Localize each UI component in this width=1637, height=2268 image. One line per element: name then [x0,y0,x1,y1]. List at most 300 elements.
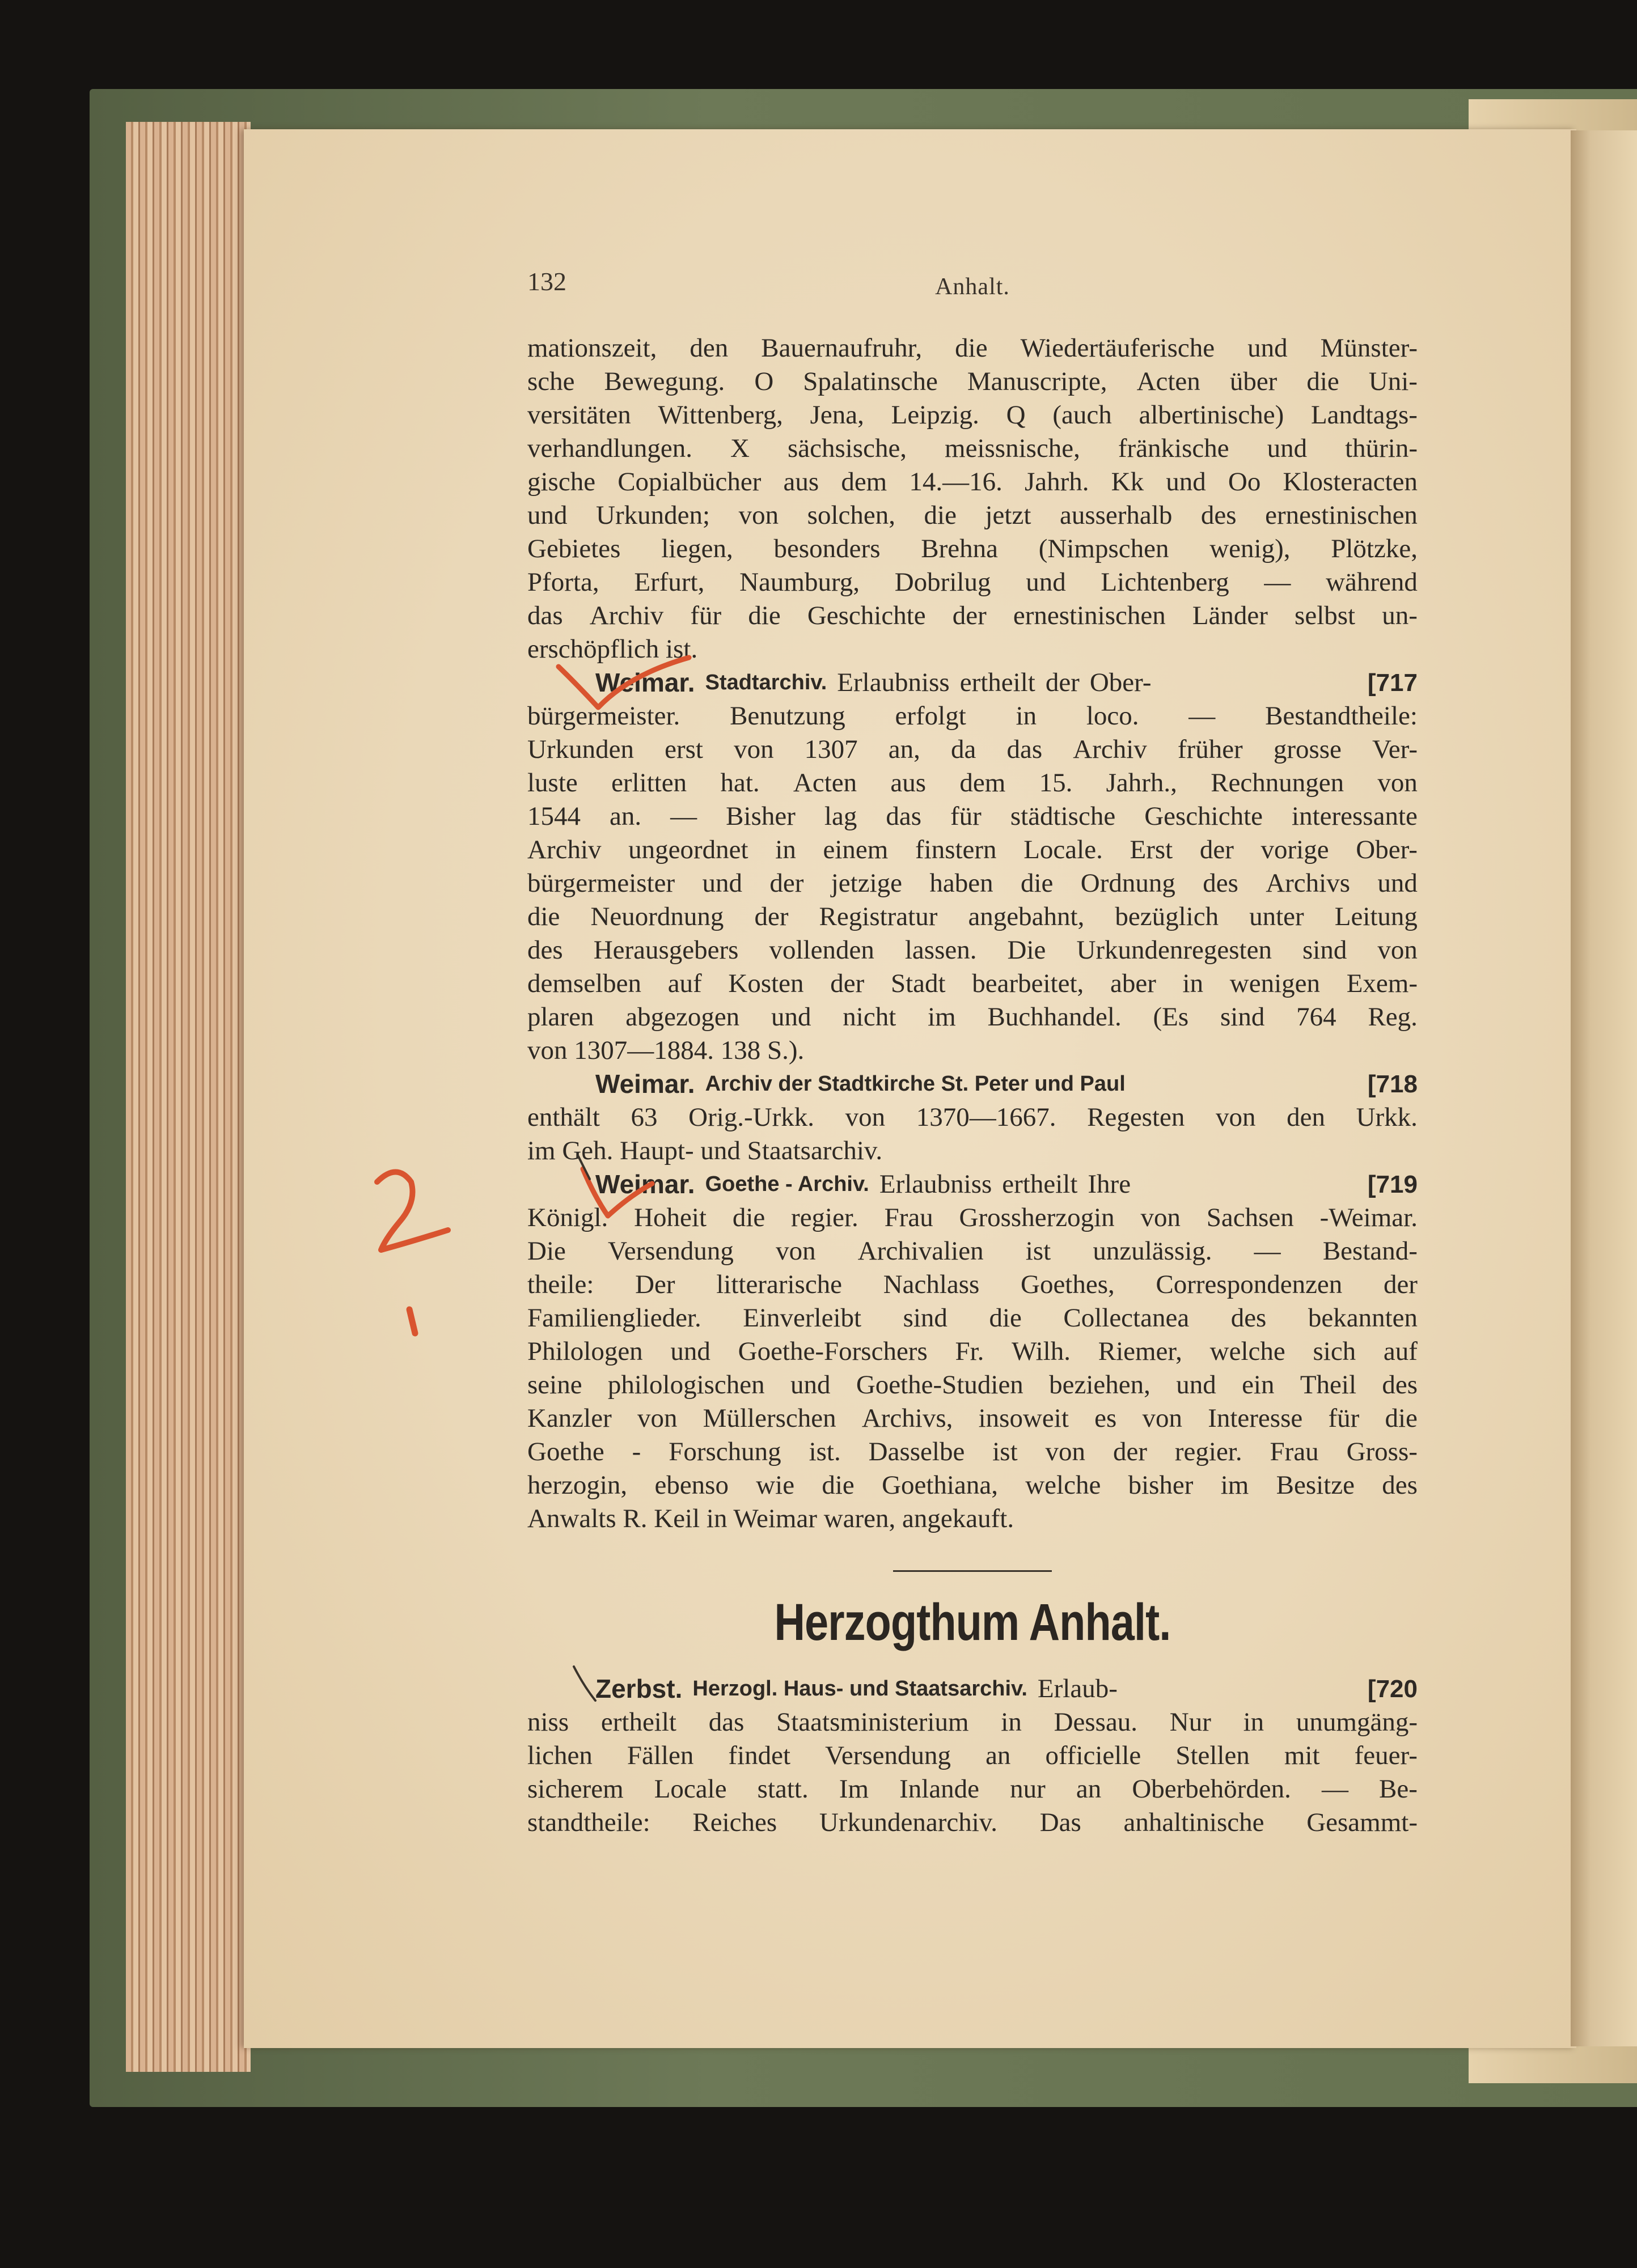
word: Goethe [527,1437,604,1466]
word: auf [1383,1337,1418,1366]
word: Ordnung [1080,868,1175,898]
text-line-last: im Geh. Haupt- und Staatsarchiv. [527,1136,883,1165]
word: luste [527,768,578,798]
word: Kk [1111,467,1144,497]
word: von [776,1236,816,1266]
word: bisher [1128,1470,1194,1500]
word: Archiv [527,835,602,864]
word: Besitze [1276,1470,1355,1500]
word: Brehna [921,534,998,563]
running-title: Anhalt. [935,274,1010,300]
word: Das [1039,1808,1081,1837]
word: das [886,802,921,831]
word: Königl. [527,1203,608,1232]
word: an, [888,735,920,764]
word: sche [527,367,575,396]
word: städtische [1010,802,1116,831]
word: dem [959,768,1006,798]
word: Q [1006,400,1026,430]
word: Buchhandel. [987,1002,1122,1032]
word: ist [992,1437,1018,1466]
word: — [670,802,697,831]
word: Wittenberg, [658,400,783,430]
word: aber [1110,969,1156,998]
word: Bewegung. [604,367,725,396]
word: Urkundenarchiv. [819,1808,997,1837]
word: jetzt [985,501,1031,530]
word: nur [1010,1774,1046,1804]
text-line [527,566,1418,599]
word: der [769,868,804,898]
text-line-last: von 1307—1884. 138 S.). [527,1036,805,1065]
word: albertinische) [1139,400,1284,430]
word: Geschichte [807,601,926,630]
word: und [702,868,743,898]
word: der [952,601,987,630]
word: Oberbehörden. [1132,1774,1291,1804]
text-line [527,1402,1418,1435]
entry-first-line [527,1168,1418,1201]
place-name: Weimar. [595,1069,695,1099]
word: an [985,1741,1011,1770]
word: da [951,735,976,764]
word: — [1264,567,1291,597]
word: Theil [1300,1370,1356,1400]
word: in [1001,1707,1022,1737]
word: ernestinischen [1013,601,1166,630]
word: ein [1242,1370,1275,1400]
text-line [527,1302,1418,1335]
word: die [1306,367,1339,396]
word: Einverleibt [743,1303,862,1333]
word: Exem- [1346,969,1418,998]
anhalt-section [527,1672,1418,1839]
word: in [1243,1707,1264,1737]
text-line [527,733,1418,766]
word: Goethe-Studien [856,1370,1023,1400]
word: angebahnt, [968,902,1085,931]
word: und [790,1370,831,1400]
word: lichen [527,1741,593,1770]
word: litterarische [716,1270,843,1299]
word: Archivalien [857,1236,984,1266]
word: und [1247,333,1288,363]
word: Oo [1228,467,1261,497]
text-line [527,465,1418,499]
word: theile: [527,1270,594,1299]
word: ernestinischen [1265,501,1418,530]
word: besonders [773,534,881,563]
word: (auch [1052,400,1112,430]
word: meissnische, [945,434,1080,463]
word: unumgäng- [1296,1707,1418,1737]
word: herzogin, [527,1470,628,1500]
entry-first-line [527,666,1418,700]
word: die [748,601,781,630]
word: Ober- [1356,835,1418,864]
text-line [527,599,1418,633]
word: und [1377,868,1418,898]
word: Müllerschen [703,1404,836,1433]
word: dem [841,467,887,497]
entry-number: [720 [1367,1675,1418,1703]
word: Locale [654,1774,727,1804]
word: der [1113,1437,1147,1466]
archive-name: Goethe - Archiv. [705,1172,869,1196]
word: unter [1249,902,1304,931]
word: verhandlungen. [527,434,693,463]
word: und [1026,567,1066,597]
word: 1370—1667. [916,1103,1056,1132]
word: Grossherzogin [959,1203,1115,1232]
entry-number: [719 [1367,1171,1418,1198]
word: mationszeit, [527,333,657,363]
word: 14.—16. [909,467,1002,497]
page-edges [126,122,251,2072]
word: — [1188,701,1216,731]
word: jetzige [831,868,903,898]
place-name: Zerbst. [595,1674,683,1703]
word: Regesten [1087,1103,1185,1132]
word: der [1199,835,1234,864]
word: Neuordnung [590,902,724,931]
word: fränkische [1118,434,1229,463]
archive-name: Stadtarchiv. [705,671,827,694]
word: Bauernaufruhr, [761,333,923,363]
word: Hoheit [634,1203,707,1232]
entry-number: [717 [1367,669,1418,697]
text-line-last: Anwalts R. Keil in Weimar waren, angekauft. [527,1504,1014,1533]
word: plaren [527,1002,594,1032]
word: Pforta, [527,567,599,597]
word: die [989,1303,1022,1333]
word: die [1020,868,1054,898]
word: gische [527,467,596,497]
word: Urkk. [1356,1103,1418,1132]
word: in [1182,969,1204,998]
word: Urkunden [527,735,634,764]
word: der [1045,668,1080,697]
word: Reg. [1368,1002,1418,1032]
word: Landtags- [1310,400,1418,430]
word: findet [728,1741,791,1770]
word: hat. [720,768,760,798]
text-line [527,1739,1418,1773]
word: Versendung [825,1741,951,1770]
word: des [1203,868,1238,898]
word: Familienglieder. [527,1303,701,1333]
word: für [950,802,982,831]
text-line [527,1806,1418,1839]
word: X [730,434,750,463]
text-line-last: erschöpflich ist. [527,634,698,664]
word: bekannten [1308,1303,1418,1333]
word: O [754,367,774,396]
word: 1307 [804,735,858,764]
word: (Nimpschen [1038,534,1169,563]
word: des [1382,1470,1418,1500]
word: lassen. [904,935,977,965]
word: Erlaubniss [879,1169,992,1199]
page-header [527,266,1418,306]
word: Fällen [627,1741,694,1770]
word: im [1220,1470,1249,1500]
text-line [527,365,1418,399]
word: Interesse [1208,1404,1303,1433]
word: den [690,333,729,363]
word: von [734,735,774,764]
word: officielle [1045,1741,1141,1770]
word: vollenden [769,935,874,965]
text-line [527,800,1418,833]
word: ertheilt [600,1707,676,1737]
word: bürgermeister. [527,701,680,731]
word: Urkunden; [596,501,710,530]
word: demselben [527,969,641,998]
word: aus [783,467,819,497]
text-line [527,399,1418,432]
word: grosse [1273,735,1342,764]
text-line [527,532,1418,566]
text-line [527,1773,1418,1806]
word: Ver- [1372,735,1418,764]
word: bürgermeister [527,868,675,898]
word: für [690,601,722,630]
word: standtheile: [527,1808,650,1837]
word: Stadt [890,969,946,998]
word: Bestandtheile: [1265,701,1418,731]
word: die [732,1203,765,1232]
word: Frau [884,1203,933,1232]
word: Copialbücher [617,467,762,497]
word: Reiches [692,1808,777,1837]
word: Ihre [1088,1169,1131,1199]
word: liegen, [661,534,733,563]
word: -Weimar. [1319,1203,1418,1232]
word: ungeordnet [628,835,748,864]
word: Herausgebers [593,935,739,965]
word: Die [527,1236,566,1266]
word: von [1140,1203,1181,1232]
word: Versendung [608,1236,734,1266]
text-line [527,1368,1418,1402]
word: in [775,835,796,864]
word: früher [1177,735,1243,764]
word: von [637,1404,678,1433]
text-line [527,1201,1418,1235]
word: das [527,601,563,630]
word: Erlaub- [1037,1674,1118,1703]
word: Leitung [1334,902,1418,931]
word: — [1321,1774,1348,1804]
word: Archiv [589,601,664,630]
word: ist [1025,1236,1051,1266]
word: Orig.-Urkk. [688,1103,815,1132]
word: erst [665,735,703,764]
word: Goethiana, [882,1470,998,1500]
word: welche [1209,1337,1285,1366]
word: des [527,935,563,965]
archive-name: Archiv der Stadtkirche St. Peter und Paul [705,1072,1126,1096]
word: wenigen [1229,969,1321,998]
word: Erst [1130,835,1173,864]
word: des [1230,1303,1267,1333]
word: die [822,1470,855,1500]
word: Goethe-Forschers [738,1337,928,1366]
word: enthält [527,1103,600,1132]
text-line [527,833,1418,867]
entry-number: [718 [1367,1070,1418,1098]
word: abgezogen [625,1002,740,1032]
text-line [527,900,1418,934]
word: 63 [631,1103,658,1132]
word: Münster- [1320,333,1418,363]
word: un- [1382,601,1418,630]
word: Dobrilug [894,567,991,597]
word: Wilh. [1012,1337,1071,1366]
text-line [527,499,1418,532]
word: und [1166,467,1206,497]
word: Nur [1169,1707,1211,1737]
word: sich [1313,1337,1356,1366]
word: lag [824,802,857,831]
word: Staatsministerium [776,1707,969,1737]
word: interessante [1292,802,1418,831]
word: ebenso [654,1470,729,1500]
word: Riemer, [1098,1337,1182,1366]
word: Naumburg, [739,567,860,597]
word: regier. [1174,1437,1242,1466]
word: haben [929,868,993,898]
word: von [1377,768,1418,798]
word: Der [635,1270,675,1299]
word: des [1200,501,1237,530]
word: — [1254,1236,1281,1266]
word: beziehen, [1049,1370,1150,1400]
word: der [830,969,865,998]
word: bearbeitet, [972,969,1084,998]
word: und [1176,1370,1216,1400]
word: versitäten [527,400,631,430]
word: bezüglich [1115,902,1219,931]
archive-name: Herzogl. Haus- und Staatsarchiv. [692,1677,1027,1701]
word: (Es [1153,1002,1189,1032]
word: Gesammt- [1306,1808,1418,1837]
word: auf [667,969,702,998]
word: von [845,1103,886,1132]
word: Dessau. [1054,1707,1138,1737]
word: nicht [843,1002,896,1032]
word: an [1076,1774,1102,1804]
word: Urkundenregesten [1076,935,1272,965]
text-line [527,1235,1418,1268]
word: statt. [757,1774,809,1804]
word: Frau [1270,1437,1319,1466]
place-name: Weimar. [595,668,695,697]
word: Bestand- [1322,1236,1418,1266]
word: Forschung [669,1437,781,1466]
word: Ober- [1089,668,1152,697]
word: Be- [1379,1774,1418,1804]
word: im [928,1002,956,1032]
word: welche [1025,1470,1101,1500]
word: die [924,501,957,530]
text-line [527,766,1418,800]
word: Gross- [1346,1437,1418,1466]
word: philologischen [607,1370,765,1400]
word: wie [756,1470,795,1500]
word: Goethes, [1021,1270,1115,1299]
word: Benutzung [730,701,845,731]
word: Nachlass [883,1270,980,1299]
entry-first-line [527,1672,1418,1706]
word: Spalatinsche [803,367,938,396]
word: einem [823,835,889,864]
text-line [527,432,1418,465]
word: Locale. [1023,835,1103,864]
word: Gebietes [527,534,621,563]
word: ertheilt [1002,1169,1078,1199]
word: die [1385,1404,1418,1433]
word: Philologen [527,1337,643,1366]
word: loco. [1086,701,1139,731]
word: Wiedertäuferische [1020,333,1215,363]
word: anhaltinische [1123,1808,1264,1837]
word: ausserhalb [1059,501,1173,530]
word: Archiv [1073,735,1147,764]
word: und [527,501,568,530]
word: Erfurt, [634,567,705,597]
word: von [1045,1437,1086,1466]
word: Acten [1136,367,1200,396]
word: in [1016,701,1037,731]
word: und [771,1002,811,1032]
word: und [1267,434,1308,463]
word: Lichtenberg [1101,567,1229,597]
section-heading: Herzogthum Anhalt. [774,1593,1171,1651]
word: Dasselbe [868,1437,965,1466]
word: Uni- [1368,367,1418,396]
text-line [527,1001,1418,1034]
word: während [1326,567,1418,597]
word: Im [839,1774,869,1804]
word: unzulässig. [1093,1236,1212,1266]
word: Inlande [899,1774,980,1804]
word: Collectanea [1063,1303,1190,1333]
word: Erlaubniss [837,668,950,697]
word: von [1216,1103,1256,1132]
word: sicherem [527,1774,624,1804]
word: das [708,1707,745,1737]
word: vorige [1260,835,1329,864]
word: thürin- [1345,434,1418,463]
entry-first-line [527,1067,1418,1101]
word: erfolgt [895,701,966,731]
word: die [955,333,988,363]
word: Jahrh., [1106,768,1177,798]
word: Die [1007,935,1046,965]
word: über [1229,367,1278,396]
word: Klosteracten [1283,467,1418,497]
text-line [527,1268,1418,1302]
word: für [1328,1404,1360,1433]
page-number: 132 [527,267,566,296]
word: sind [1302,935,1347,965]
word: der [1383,1270,1418,1299]
word: Manuscripte, [967,367,1107,396]
word: Plötzke, [1331,534,1418,563]
word: ertheilt [959,668,1035,697]
